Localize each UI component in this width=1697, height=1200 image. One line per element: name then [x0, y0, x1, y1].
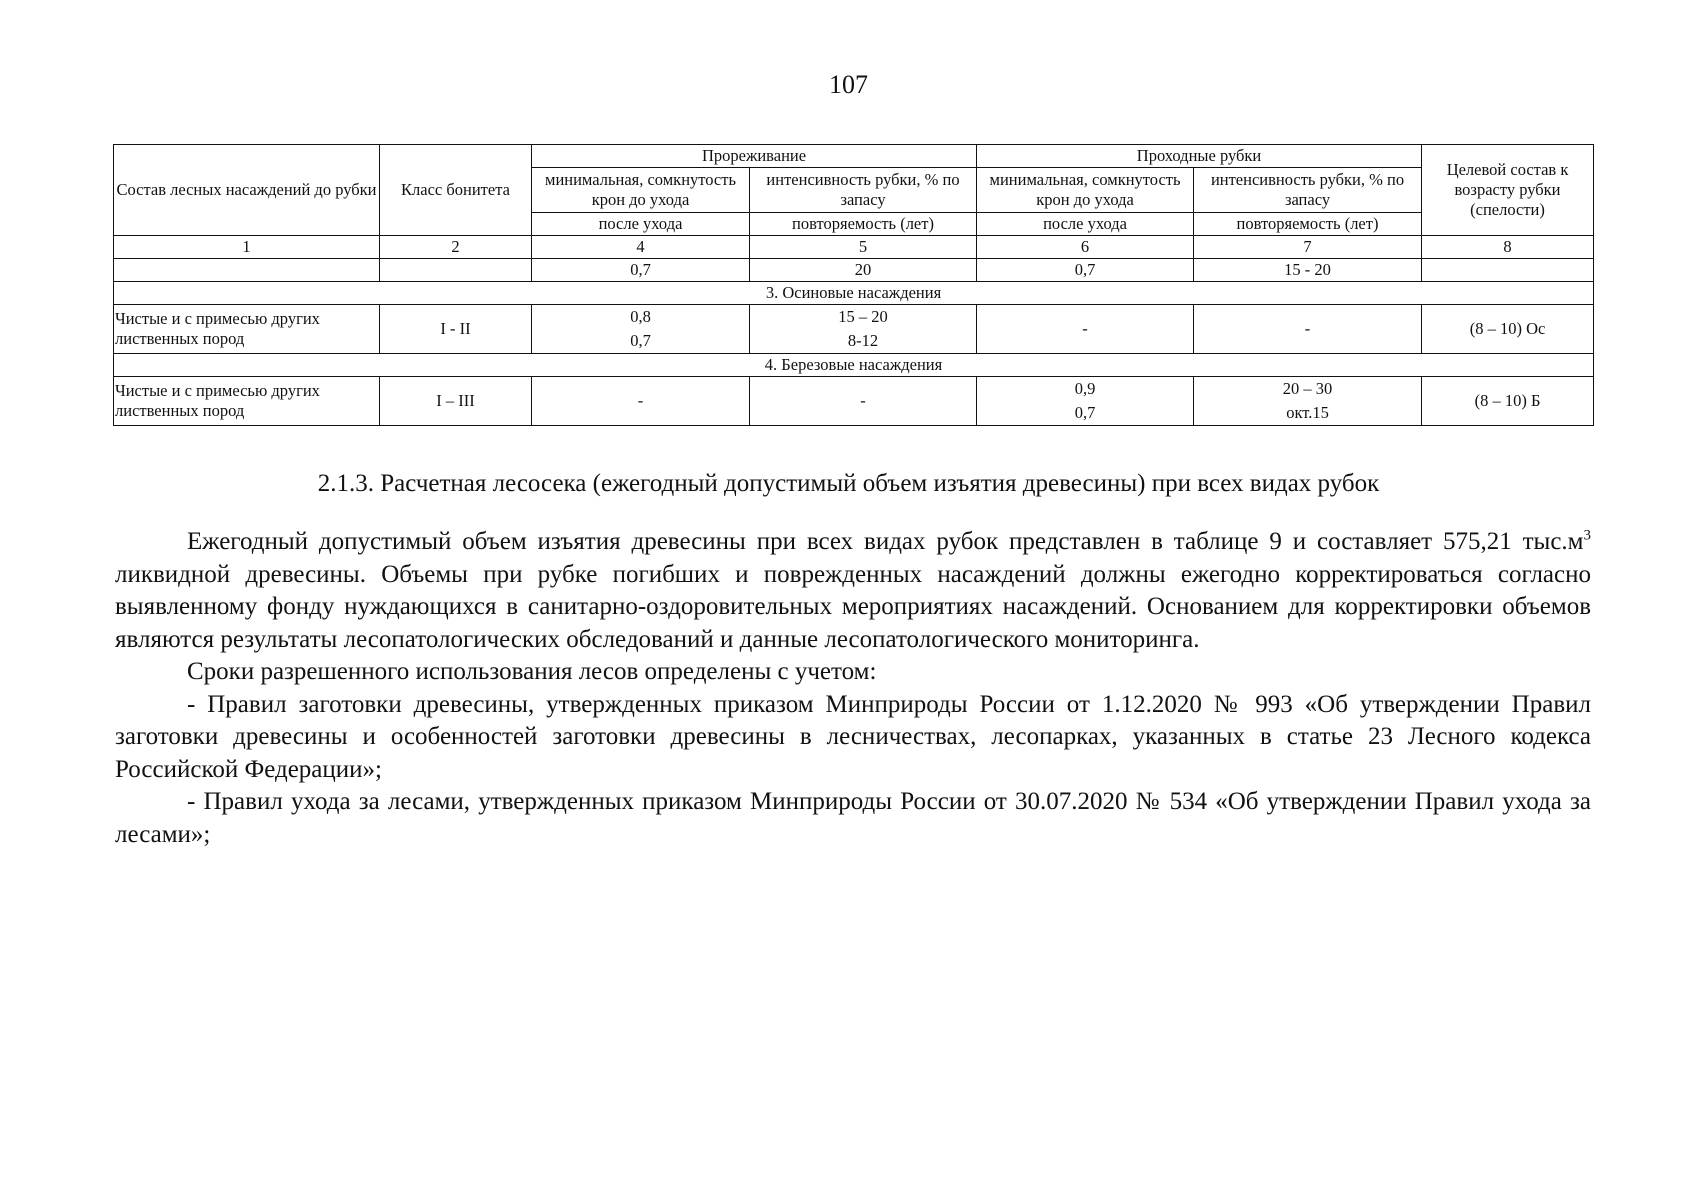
paragraph: Сроки разрешенного использования лесов определены с учетом:: [187, 658, 877, 685]
page-number: 107: [829, 70, 868, 99]
col-number: 1: [114, 236, 380, 259]
column-number-row: [114, 236, 1594, 259]
cell-value: окт.15: [1286, 403, 1329, 422]
cell-value: 20 – 30: [1282, 379, 1333, 398]
table-row: [114, 377, 1594, 426]
table-cell: [977, 377, 1194, 426]
table-cell: -: [750, 377, 977, 426]
col-number: 6: [977, 236, 1194, 259]
header-row-1: [114, 145, 1594, 168]
table-cell: [532, 305, 750, 354]
composition-cell: Чистые и с примесью других лиственных пород: [114, 305, 380, 354]
table-cell: [114, 259, 380, 282]
body-text: [115, 526, 1591, 851]
table-cell: -: [1194, 305, 1422, 354]
section-title-birch: 4. Березовые насаждения: [114, 354, 1594, 377]
cell-value: 15 – 20: [838, 307, 888, 326]
table-cell: [750, 305, 977, 354]
header-min-density-passage: минимальная, сомкнутость крон до ухода: [977, 168, 1194, 213]
col-number: 4: [532, 236, 750, 259]
composition-cell: Чистые и с примесью других лиственных пород: [114, 377, 380, 426]
table-cell: [1194, 377, 1422, 426]
col-number: 5: [750, 236, 977, 259]
col-number: 8: [1422, 236, 1594, 259]
table-cell: 20: [750, 259, 977, 282]
paragraph: - Правил ухода за лесами, утвержденных приказом Минприроды России от 30.07.2020 № 534 «Об утверждении Правил ухода за лесами»;: [115, 788, 1591, 848]
table-row: [114, 259, 1594, 282]
header-repeat-passage: повторяемость (лет): [1194, 213, 1422, 236]
paragraph-text: Ежегодный допустимый объем изъятия древесины при всех видах рубок представлен в таблице 9 и составляет 575,21 тыс.м: [187, 528, 1584, 555]
table-cell: [380, 259, 532, 282]
header-min-density-thinning: минимальная, сомкнутость крон до ухода: [532, 168, 750, 213]
paragraph: [115, 526, 1591, 656]
table-cell: [1422, 259, 1594, 282]
cell-value: 0,7: [1074, 403, 1096, 422]
header-after-care-thinning: после ухода: [532, 213, 750, 236]
cell-value: 8-12: [847, 331, 879, 350]
table-cell: 15 - 20: [1194, 259, 1422, 282]
target-cell: (8 – 10) Ос: [1422, 305, 1594, 354]
header-intensity-passage: интенсивность рубки, % по запасу: [1194, 168, 1422, 213]
table-cell: -: [977, 305, 1194, 354]
section-title-aspen: 3. Осиновые насаждения: [114, 282, 1594, 305]
paragraph-text: ликвидной древесины. Объемы при рубке погибших и поврежденных насаждений должны ежегодно корректироваться согласно выявленному фонду нуждающихся в санитарно-оздоровительных мероприятиях насаждений. Основанием для корректировки объемов являются результаты лесопатологических обследований и данные лесопатологического мониторинга.: [115, 560, 1591, 653]
cell-value: 0,7: [630, 331, 651, 350]
target-cell: (8 – 10) Б: [1422, 377, 1594, 426]
table-cell: -: [532, 377, 750, 426]
paragraph: - Правил заготовки древесины, утвержденных приказом Минприроды России от 1.12.2020 № 993 «Об утверждении Правил заготовки древесины и особенностей заготовки древесины в лесничествах, лесопарках, указанных в статье 23 Лесного кодекса Российской Федерации»;: [115, 690, 1591, 783]
header-thinning: Прореживание: [532, 145, 977, 168]
header-passage-cuts: Проходные рубки: [977, 145, 1422, 168]
table-cell: 0,7: [977, 259, 1194, 282]
table-cell: 0,7: [532, 259, 750, 282]
header-target-composition: Целевой состав к возрасту рубки (спелости): [1422, 145, 1594, 236]
section-row-aspen: [114, 282, 1594, 305]
header-after-care-passage: после ухода: [977, 213, 1194, 236]
cell-value: 0,9: [1074, 379, 1096, 398]
header-intensity-thinning: интенсивность рубки, % по запасу: [750, 168, 977, 213]
section-heading: 2.1.3. Расчетная лесосека (ежегодный допустимый объем изъятия древесины) при всех видах рубок: [317, 470, 1380, 497]
forest-care-table: [113, 144, 1594, 426]
col-number: 7: [1194, 236, 1422, 259]
section-row-birch: [114, 354, 1594, 377]
header-repeat-thinning: повторяемость (лет): [750, 213, 977, 236]
cell-value: 0,8: [630, 307, 651, 326]
bonitet-cell: I - II: [380, 305, 532, 354]
table-row: [114, 305, 1594, 354]
superscript: 3: [1583, 527, 1591, 544]
bonitet-cell: I – III: [380, 377, 532, 426]
col-number: 2: [380, 236, 532, 259]
header-bonitet: Класс бонитета: [380, 145, 532, 236]
header-composition: Состав лесных насаждений до рубки: [114, 145, 380, 236]
